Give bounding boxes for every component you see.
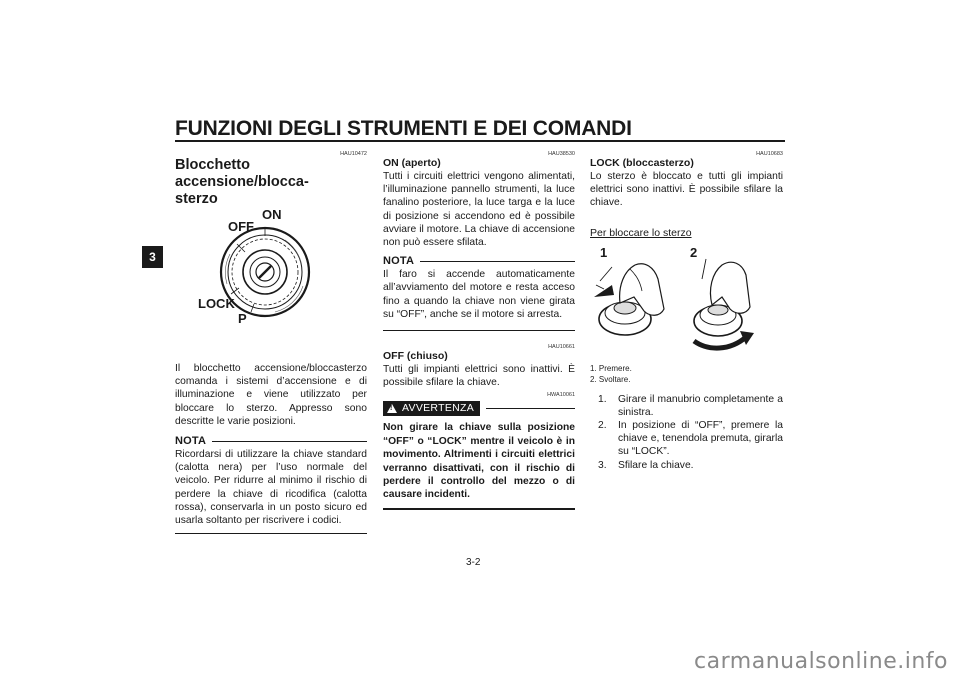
page-number: 3-2 bbox=[466, 557, 481, 568]
list-item: 1. Girare il manubrio completamente a sinistra. bbox=[598, 393, 783, 418]
on-title: ON (aperto) bbox=[383, 157, 441, 169]
warning-header bbox=[383, 400, 575, 416]
procedure-steps bbox=[590, 393, 783, 472]
page-header-title: FUNZIONI DEGLI STRUMENTI E DEI COMANDI bbox=[175, 117, 632, 140]
nota-end-rule bbox=[175, 533, 367, 534]
warning-text: Non girare la chiave sulla posizione “OFF” o “LOCK” mentre il veicolo è in movimento. Altrimenti i circuiti elettrici verranno disattivati, con il rischio di perdere il controllo del mezzo o di causare incidenti. bbox=[383, 422, 575, 501]
on-text: Tutti i circuiti elettrici vengono alimentati, l’illuminazione pannello strumenti, la luce fanalino posteriore, la luce targa e la luce di posizione si accendono ed è possibile avviare il motore. La chiave di accensione non può essere sfilata. bbox=[383, 171, 575, 249]
warning-label: AVVERTENZA bbox=[402, 402, 475, 415]
caption: 2. Svoltare. bbox=[590, 374, 631, 384]
off-text: Tutti gli impianti elettrici sono inattivi. È possibile sfilare la chiave. bbox=[383, 364, 575, 389]
list-item: 3. Sfilare la chiave. bbox=[598, 459, 694, 471]
steering-lock-figure bbox=[590, 244, 783, 361]
figure-captions bbox=[590, 363, 783, 385]
nota-text: Ricordarsi di utilizzare la chiave standard (calotta nera) per l’uso normale del veicolo. Per ridurre al minimo il rischio di perdere la chiave di ricodifica (calotta rossa), conservarla in un posto sicuro ed usarla soltanto per riscrivere i codici. bbox=[175, 449, 367, 527]
chapter-tab: 3 bbox=[142, 246, 163, 268]
figure-label-1: 1 bbox=[600, 244, 608, 260]
column-2 bbox=[383, 151, 575, 510]
ignition-dial-drawing bbox=[175, 214, 367, 342]
procedure-title: Per bloccare lo sterzo bbox=[590, 226, 692, 239]
lock-text: Lo sterzo è bloccato e tutti gli impianti elettrici sono inattivi. È possibile sfilare la chiave. bbox=[590, 171, 783, 209]
nota-header bbox=[383, 254, 575, 268]
intro-paragraph: Il blocchetto accensione/bloccasterzo comanda i sistemi d’accensione e di illuminazione e viene utilizzato per bloccare lo sterzo. Appresso sono descritte le varie posizioni. bbox=[175, 363, 367, 427]
figure-label-2: 2 bbox=[690, 244, 698, 260]
reference-code: HAU10683 bbox=[756, 151, 783, 157]
caption: 1. Premere. bbox=[590, 363, 632, 373]
nota-label: NOTA bbox=[383, 255, 415, 268]
list-item: 2. In posizione di “OFF”, premere la chiave e, tenendola premuta, girarla su “LOCK”. bbox=[598, 420, 783, 458]
figure-label-on: ON bbox=[262, 207, 282, 222]
reference-code: HAU10472 bbox=[340, 151, 367, 157]
section-title: Blocchetto accensione/blocca- sterzo bbox=[175, 157, 309, 207]
column-1 bbox=[175, 151, 367, 534]
figure-label-off: OFF bbox=[228, 219, 254, 234]
warning-end-rule bbox=[383, 508, 575, 510]
nota-label: NOTA bbox=[175, 435, 207, 448]
nota-line bbox=[420, 261, 575, 262]
warning-line bbox=[486, 408, 575, 409]
watermark: carmanualsonline.info bbox=[694, 649, 948, 674]
warning-icon: ! bbox=[387, 404, 397, 413]
nota-end-rule bbox=[383, 330, 575, 331]
column-3 bbox=[590, 151, 783, 472]
warning-badge bbox=[383, 401, 480, 416]
steering-lock-drawing bbox=[590, 251, 783, 361]
nota-text: Il faro si accende automaticamente all’avviamento del motore e resta acceso fino a quando la chiave non viene girata su “OFF”, anche se il motore si arresta. bbox=[383, 269, 575, 320]
figure-label-p: P bbox=[238, 311, 247, 326]
reference-code: HAU10661 bbox=[548, 344, 575, 351]
ignition-switch-figure bbox=[175, 207, 367, 342]
nota-line bbox=[212, 441, 367, 442]
nota-header bbox=[175, 434, 367, 448]
figure-label-lock: LOCK bbox=[198, 296, 235, 311]
header-rule bbox=[175, 140, 785, 142]
reference-code: HAU38530 bbox=[548, 151, 575, 157]
off-title: OFF (chiuso) bbox=[383, 350, 448, 363]
reference-code: HWA10061 bbox=[547, 392, 575, 399]
lock-title: LOCK (bloccasterzo) bbox=[590, 157, 694, 169]
